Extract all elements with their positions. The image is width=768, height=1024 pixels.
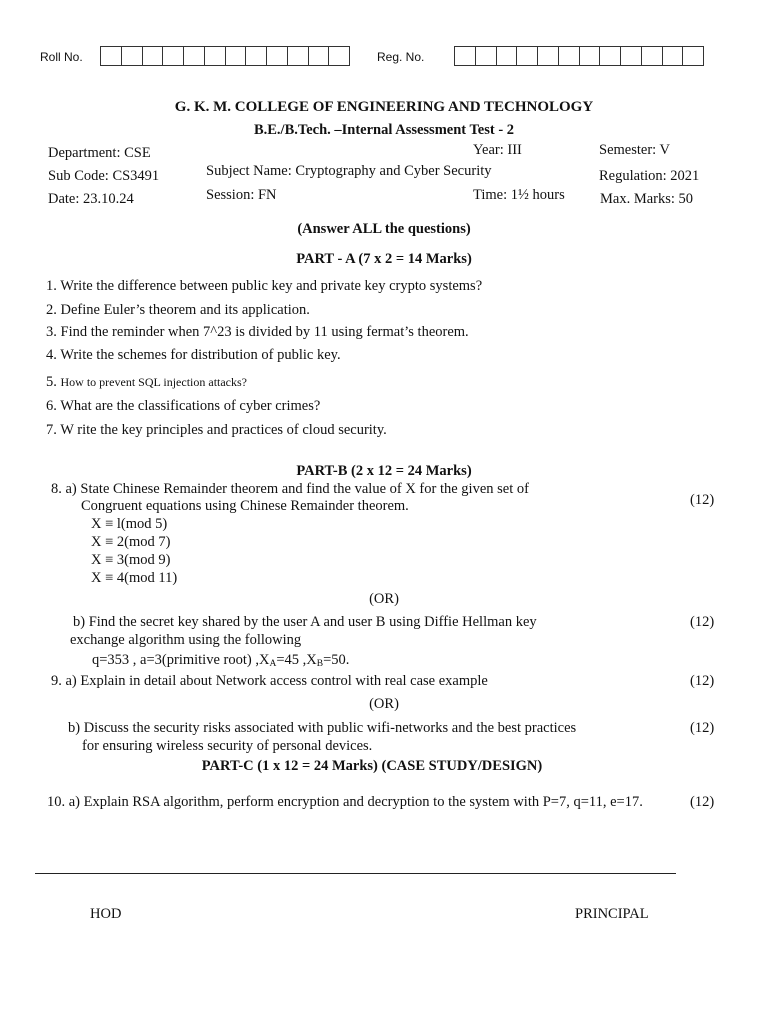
question-3: 3. Find the reminder when 7^23 is divided by 11 using fermat’s theorem. — [46, 324, 469, 340]
question-10: 10. a) Explain RSA algorithm, perform encryption and decryption to the system with P=7, q=11, e=17. — [47, 794, 643, 810]
equation-1: X ≡ l(mod 5) — [91, 516, 168, 532]
exam-title: B.E./B.Tech. –Internal Assessment Test - 2 — [253, 122, 515, 138]
question-8b-params: q=353 , a=3(primitive root) $,X_A=45$ $,X_B=50$. — [92, 652, 350, 669]
question-1: 1. Write the difference between public key and private key crypto systems? — [46, 278, 483, 294]
marks-9b: (12) — [690, 720, 715, 736]
reg-no-label: Reg. No. — [377, 50, 425, 64]
regulation: Regulation: 2021 — [599, 168, 700, 184]
equation-3: X ≡ 3(mod 9) — [91, 552, 171, 568]
roll-no-label: Roll No. — [40, 50, 83, 64]
subject-name: Subject Name: Cryptography and Cyber Security — [206, 163, 492, 179]
question-7: 7. W rite the key principles and practices of cloud security. — [46, 422, 387, 438]
session: Session: FN — [206, 187, 277, 203]
semester: Semester: V — [599, 142, 671, 158]
max-marks: Max. Marks: 50 — [600, 191, 694, 207]
or-separator-9: (OR) — [369, 696, 399, 712]
signature-divider — [35, 873, 676, 874]
question-5-text: How to prevent SQL injection attacks? — [60, 375, 248, 389]
duration: Time: 1½ hours — [473, 187, 565, 203]
question-8b-line2: exchange algorithm using the following — [70, 632, 302, 648]
question-2: 2. Define Euler’s theorem and its application. — [46, 302, 310, 318]
part-b-heading: PART-B (2 x 12 = 24 Marks) — [296, 463, 472, 479]
reg-no-boxes[interactable] — [454, 46, 704, 66]
college-name: G. K. M. COLLEGE OF ENGINEERING AND TECHNOLOGY — [174, 99, 594, 115]
principal-signature-label: PRINCIPAL — [575, 906, 649, 922]
question-4: 4. Write the schemes for distribution of public key. — [46, 347, 341, 363]
equation-4: X ≡ 4(mod 11) — [91, 570, 178, 586]
question-8a-line2: Congruent equations using Chinese Remainder theorem. — [81, 498, 409, 514]
marks-8a: (12) — [690, 492, 715, 508]
question-5 — [46, 374, 247, 391]
exam-date: Date: 23.10.24 — [48, 191, 134, 207]
question-9b-line1: b) Discuss the security risks associated with public wifi-networks and the best practices — [68, 720, 577, 736]
marks-8b: (12) — [690, 614, 715, 630]
question-8b-line1: b) Find the secret key shared by the user A and user B using Diffie Hellman key — [73, 614, 537, 630]
or-separator-8: (OR) — [369, 591, 399, 607]
department: Department: CSE — [48, 145, 151, 161]
marks-9a: (12) — [690, 673, 715, 689]
year: Year: III — [473, 142, 522, 158]
sub-code: Sub Code: CS3491 — [48, 168, 160, 184]
marks-10: (12) — [690, 794, 715, 810]
equation-2: X ≡ 2(mod 7) — [91, 534, 171, 550]
question-8a-line1: 8. a) State Chinese Remainder theorem and find the value of X for the given set of — [51, 481, 529, 497]
part-c-heading: PART-C (1 x 12 = 24 Marks) (CASE STUDY/DESIGN) — [201, 758, 543, 774]
question-6: 6. What are the classifications of cyber crimes? — [46, 398, 321, 414]
hod-signature-label: HOD — [90, 906, 122, 922]
roll-no-boxes[interactable] — [100, 46, 350, 66]
question-5-number: 5. — [46, 374, 57, 390]
question-9b-line2: for ensuring wireless security of personal devices. — [82, 738, 373, 754]
instruction: (Answer ALL the questions) — [297, 221, 471, 237]
question-9a: 9. a) Explain in detail about Network access control with real case example — [51, 673, 488, 689]
part-a-heading: PART - A (7 x 2 = 14 Marks) — [296, 251, 472, 267]
